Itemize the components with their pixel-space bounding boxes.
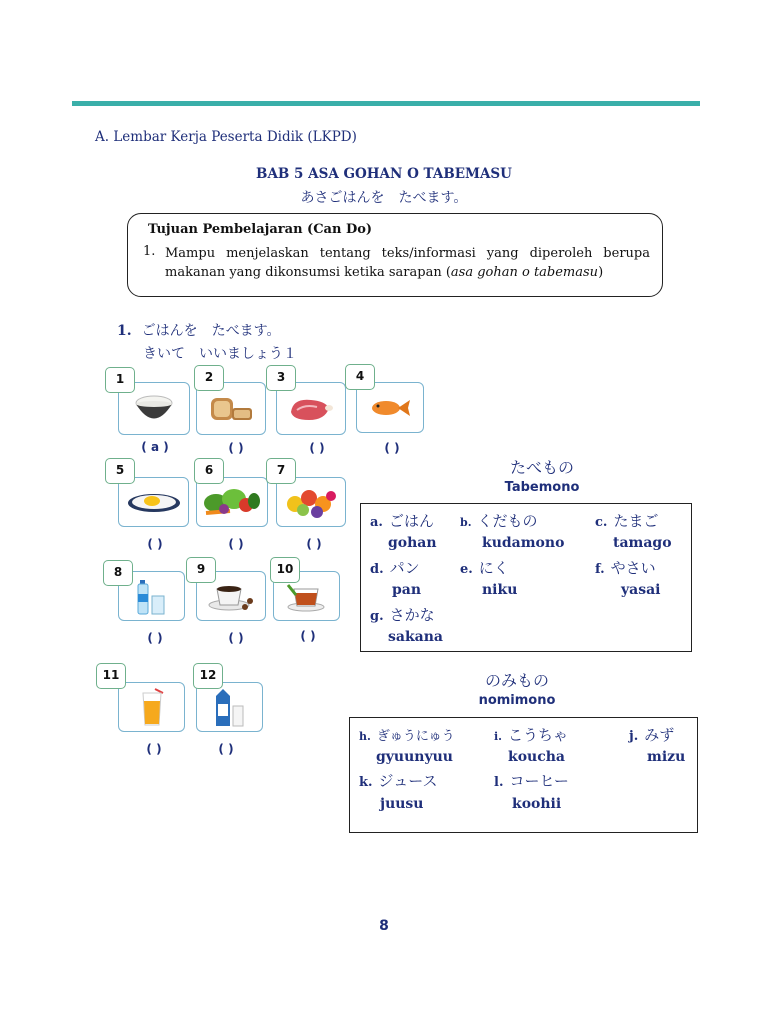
food-card-11: [118, 682, 185, 732]
answer-11[interactable]: ( ): [146, 742, 162, 756]
learning-goal-box: [127, 213, 663, 297]
vocab-g: [370, 604, 435, 625]
vocab-l: [494, 770, 569, 791]
answer-10[interactable]: ( ): [300, 629, 316, 643]
exercise-number: 1.: [117, 323, 132, 339]
vocab-d-romaji: pan: [392, 582, 422, 598]
vocab-f-letter: f.: [595, 562, 605, 577]
answer-2[interactable]: ( ): [228, 441, 244, 455]
rice-bowl-icon: [132, 391, 176, 427]
goal-text-italic: asa gohan o tabemasu: [450, 265, 599, 280]
goal-title: Tujuan Pembelajaran (Can Do): [148, 222, 373, 237]
vocab-h-letter: h.: [359, 730, 371, 743]
header-rule: [72, 101, 700, 106]
food-card-7: [276, 477, 346, 527]
item-number-9: 9: [186, 557, 216, 583]
vocab-i: [494, 724, 568, 745]
item-number-8: 8: [103, 560, 133, 586]
vocab-l-letter: l.: [494, 775, 504, 790]
vocab-f: [595, 557, 656, 578]
goal-text: [165, 244, 650, 282]
item-number-7: 7: [266, 458, 296, 484]
vocab-i-jp: こうちゃ: [508, 726, 569, 744]
vocab-b-romaji: kudamono: [482, 535, 565, 551]
vocab-b-letter: b.: [460, 516, 472, 529]
answer-5[interactable]: ( ): [147, 537, 163, 551]
item-number-2: 2: [194, 365, 224, 391]
tabemono-vocab-box: [360, 503, 692, 652]
water-bottle-icon: [134, 576, 170, 616]
vocab-c: [595, 510, 658, 531]
vocab-a: [370, 510, 434, 531]
vocab-c-romaji: tamago: [613, 535, 672, 551]
vocab-l-jp: コーヒー: [509, 772, 569, 790]
vocab-h: [359, 725, 455, 744]
fruits-icon: [281, 484, 341, 520]
item-number-11: 11: [96, 663, 126, 689]
answer-1[interactable]: ( a ): [141, 440, 169, 454]
vocab-i-letter: i.: [494, 730, 503, 743]
vocab-e-letter: e.: [460, 562, 473, 577]
juice-glass-icon: [137, 687, 167, 727]
answer-12[interactable]: ( ): [218, 742, 234, 756]
item-number-6: 6: [194, 458, 224, 484]
section-title: A. Lembar Kerja Peserta Didik (LKPD): [95, 129, 357, 145]
answer-9[interactable]: ( ): [228, 631, 244, 645]
goal-number: 1.: [143, 244, 156, 259]
goal-text-main: Mampu menjelaskan tentang teks/informasi yang diperoleh berupa makanan yang dikonsumsi ketika sarapan (: [165, 246, 650, 280]
vocab-l-romaji: koohii: [512, 796, 562, 812]
vocab-b: [460, 510, 538, 531]
vocab-d-jp: パン: [389, 559, 420, 577]
coffee-cup-icon: [205, 579, 257, 613]
vocab-k: [359, 770, 438, 791]
tea-cup-icon: [284, 579, 330, 613]
chapter-title-jp: あさごはんを たべます。: [300, 190, 468, 206]
vocab-k-letter: k.: [359, 775, 373, 790]
vocab-e: [460, 557, 509, 578]
item-number-10: 10: [270, 557, 300, 583]
nomimono-vocab-box: [349, 717, 698, 833]
food-card-6: [196, 477, 268, 527]
goal-text-end: ): [598, 265, 604, 280]
vocab-g-romaji: sakana: [388, 629, 443, 645]
tabemono-title-jp: たべもの: [509, 458, 574, 477]
vocab-g-jp: さかな: [389, 606, 435, 624]
vocab-e-jp: にく: [478, 559, 509, 577]
answer-6[interactable]: ( ): [228, 537, 244, 551]
food-card-12: [196, 682, 263, 732]
exercise-title: [117, 320, 281, 340]
meat-icon: [285, 394, 337, 424]
item-number-4: 4: [345, 364, 375, 390]
vocab-j-jp: みず: [644, 726, 675, 744]
bread-icon: [206, 392, 256, 426]
chapter-title: BAB 5 ASA GOHAN O TABEMASU: [256, 166, 512, 182]
exercise-instruction: きいて いいましょう１: [143, 346, 297, 362]
vocab-f-jp: やさい: [610, 559, 656, 577]
vocab-d-letter: d.: [370, 562, 384, 577]
vocab-d: [370, 557, 420, 578]
nomimono-title-romaji: nomimono: [478, 693, 556, 708]
vocab-h-jp: ぎゅうにゅう: [376, 729, 455, 744]
vocab-h-romaji: gyuunyuu: [376, 749, 453, 765]
answer-8[interactable]: ( ): [147, 631, 163, 645]
vocab-j-romaji: mizu: [647, 749, 686, 765]
item-number-12: 12: [193, 663, 223, 689]
vocab-e-romaji: niku: [482, 582, 518, 598]
milk-carton-icon: [212, 686, 248, 728]
vocab-a-romaji: gohan: [388, 535, 437, 551]
vocab-k-romaji: juusu: [380, 796, 424, 812]
fish-icon: [368, 396, 412, 420]
vocab-c-jp: たまご: [613, 512, 659, 530]
vocab-b-jp: くだもの: [477, 512, 538, 530]
vocab-a-jp: ごはん: [388, 512, 434, 530]
vocab-j: [629, 724, 674, 745]
vocab-i-romaji: koucha: [508, 749, 565, 765]
vocab-f-romaji: yasai: [621, 582, 661, 598]
fried-egg-icon: [126, 490, 182, 514]
food-card-5: [118, 477, 189, 527]
item-number-5: 5: [105, 458, 135, 484]
vocab-k-jp: ジュース: [378, 772, 438, 790]
vocab-j-letter: j.: [629, 729, 639, 744]
nomimono-title-jp: のみもの: [484, 671, 549, 690]
vocab-c-letter: c.: [595, 515, 608, 530]
page-number: 8: [379, 918, 389, 934]
item-number-1: 1: [105, 367, 135, 393]
vocab-g-letter: g.: [370, 609, 384, 624]
exercise-title-jp: ごはんを たべます。: [141, 323, 281, 339]
vegetables-icon: [200, 485, 264, 519]
answer-7[interactable]: ( ): [306, 537, 322, 551]
tabemono-title-romaji: Tabemono: [504, 480, 580, 495]
answer-3[interactable]: ( ): [309, 441, 325, 455]
item-number-3: 3: [266, 365, 296, 391]
answer-4[interactable]: ( ): [384, 441, 400, 455]
vocab-a-letter: a.: [370, 515, 383, 530]
